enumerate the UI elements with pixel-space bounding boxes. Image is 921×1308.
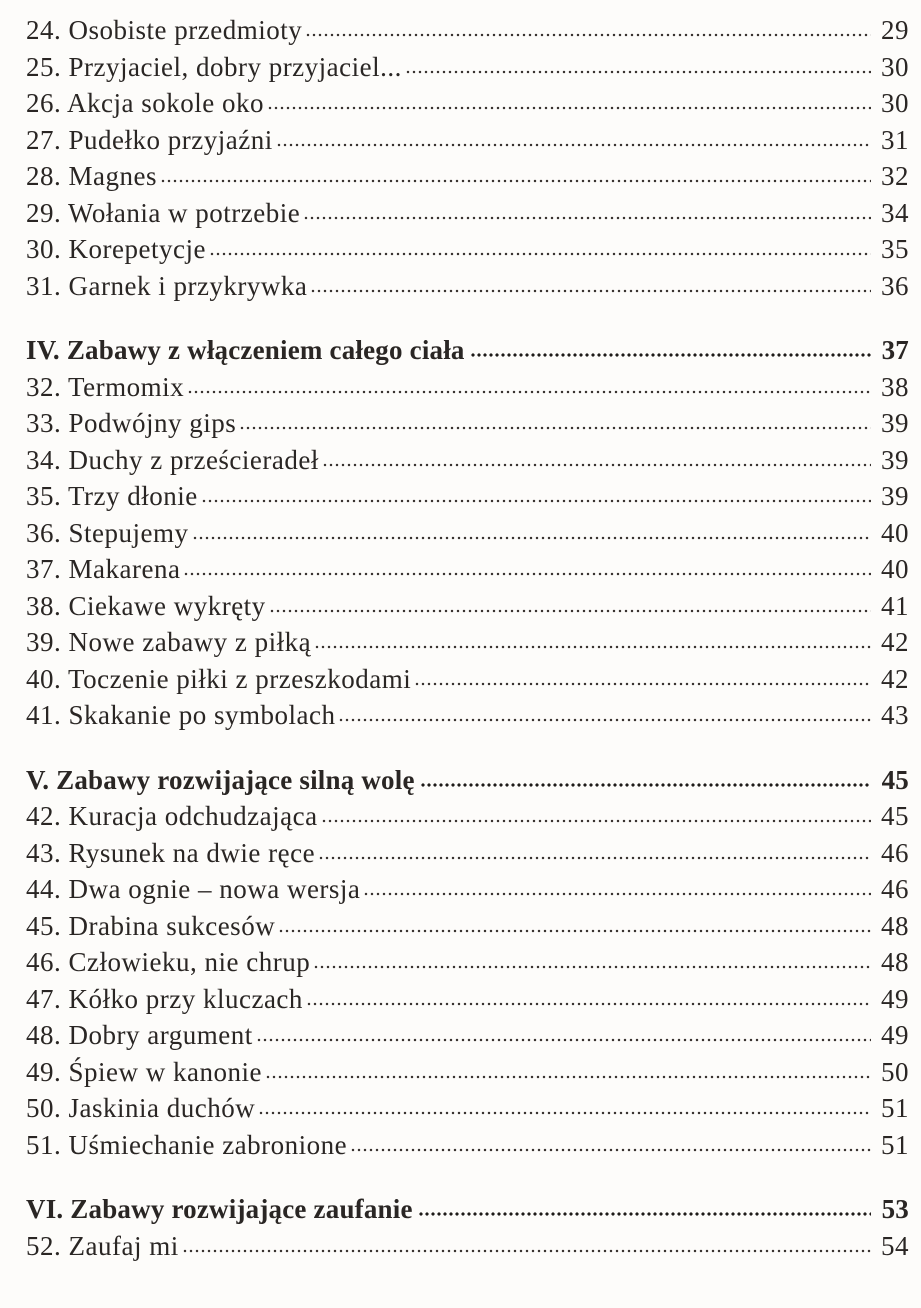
toc-entry-title: 27. Pudełko przyjaźni	[26, 124, 273, 155]
dot-leader	[314, 644, 871, 650]
toc-entry-42	[26, 798, 909, 835]
toc-section-page: 45	[881, 764, 909, 795]
toc-entry-26	[26, 85, 909, 122]
toc-entry-30	[26, 231, 909, 268]
dot-leader	[306, 1001, 871, 1007]
toc-entry-47	[26, 981, 909, 1018]
toc-entry-title: 29. Wołania w potrzebie	[26, 197, 301, 228]
toc-entry-page: 51	[881, 1093, 909, 1123]
section-spacer	[26, 304, 909, 332]
toc-entry-title: 40. Toczenie piłki z przeszkodami	[26, 663, 412, 694]
toc-entry-title: 28. Magnes	[26, 161, 157, 191]
dot-leader	[420, 782, 871, 788]
dot-leader	[414, 681, 871, 687]
dot-leader	[350, 1147, 871, 1153]
toc-entry-49	[26, 1054, 909, 1091]
dot-leader	[278, 928, 871, 934]
toc-entry-page: 42	[881, 627, 909, 657]
dot-leader	[318, 855, 871, 861]
toc-entry-35	[26, 478, 909, 515]
toc-section-v	[26, 762, 909, 799]
toc-entry-title: 25. Przyjaciel, dobry przyjaciel...	[26, 51, 402, 82]
toc-entry-title: 36. Stepujemy	[26, 517, 189, 548]
toc-entry-title: 46. Człowieku, nie chrup	[26, 947, 311, 977]
toc-entry-46	[26, 944, 909, 981]
toc-entry-25	[26, 49, 909, 86]
toc-entry-page: 30	[881, 51, 909, 82]
toc-entry-51	[26, 1127, 909, 1164]
toc-entry-title: 38. Ciekawe wykręty	[26, 590, 266, 621]
toc-entry-43	[26, 835, 909, 872]
toc-entry-33	[26, 405, 909, 442]
toc-entry-page: 40	[881, 517, 909, 548]
toc-entry-page: 41	[881, 590, 909, 621]
toc-entry-page: 49	[881, 983, 909, 1014]
toc-entry-29	[26, 195, 909, 232]
toc-entry-title: 24. Osobiste przedmioty	[26, 15, 303, 45]
toc-entry-page: 31	[881, 124, 909, 155]
dot-leader	[269, 608, 871, 614]
toc-entry-page: 38	[881, 371, 909, 402]
toc-entry-title: 43. Rysunek na dwie ręce	[26, 837, 316, 868]
section-spacer	[26, 1163, 909, 1191]
toc-entry-page: 42	[881, 663, 909, 694]
toc-entry-title: 33. Podwójny gips	[26, 408, 237, 438]
toc-entry-title: 34. Duchy z prześcieradeł	[26, 444, 319, 475]
toc-entry-page: 50	[881, 1056, 909, 1087]
toc-entry-34	[26, 442, 909, 479]
dot-leader	[405, 69, 871, 75]
dot-leader	[310, 288, 871, 294]
dot-leader	[187, 389, 871, 395]
dot-leader	[256, 1037, 871, 1043]
toc-entry-title: 50. Jaskinia duchów	[26, 1093, 256, 1123]
toc-entry-page: 51	[881, 1129, 909, 1160]
toc-entry-31	[26, 268, 909, 305]
toc-entry-page: 36	[881, 270, 909, 301]
toc-entry-52	[26, 1228, 909, 1265]
toc-entry-title: 39. Nowe zabawy z piłką	[26, 627, 312, 657]
dot-leader	[313, 964, 871, 970]
dot-leader	[470, 352, 871, 358]
toc-entry-title: 48. Dobry argument	[26, 1020, 253, 1050]
toc-entry-title: 37. Makarena	[26, 554, 181, 584]
toc-entry-title: 35. Trzy dłonie	[26, 481, 198, 511]
toc-entry-page: 32	[881, 161, 909, 191]
dot-leader	[183, 571, 871, 577]
toc-entry-title: 31. Garnek i przykrywka	[26, 270, 308, 301]
dot-leader	[322, 462, 871, 468]
toc-section-title: V. Zabawy rozwijające silną wolę	[26, 764, 415, 795]
dot-leader	[303, 215, 871, 221]
toc-entry-27	[26, 122, 909, 159]
dot-leader	[209, 251, 871, 257]
toc-entry-title: 26. Akcja sokole oko	[26, 88, 264, 118]
toc-section-page: 37	[881, 335, 909, 365]
toc-entry-page: 48	[881, 910, 909, 941]
toc-entry-page: 49	[881, 1020, 909, 1050]
toc-entry-page: 48	[881, 947, 909, 977]
toc-entry-36	[26, 515, 909, 552]
toc-entry-page: 34	[881, 197, 909, 228]
toc-entry-title: 45. Drabina sukcesów	[26, 910, 276, 941]
toc-entry-page: 40	[881, 554, 909, 584]
dot-leader	[418, 1211, 871, 1217]
toc-entry-page: 29	[881, 15, 909, 45]
toc-entry-title: 32. Termomix	[26, 371, 185, 402]
table-of-contents	[26, 12, 909, 1264]
dot-leader	[276, 142, 871, 148]
toc-entry-48	[26, 1017, 909, 1054]
dot-leader	[201, 498, 871, 504]
toc-entry-24	[26, 12, 909, 49]
toc-entry-page: 43	[881, 700, 909, 730]
dot-leader	[258, 1110, 871, 1116]
toc-entry-page: 39	[881, 444, 909, 475]
toc-section-title: VI. Zabawy rozwijające zaufanie	[26, 1194, 413, 1224]
toc-entry-page: 46	[881, 837, 909, 868]
toc-entry-title: 44. Dwa ognie – nowa wersja	[26, 874, 361, 904]
dot-leader	[267, 105, 871, 111]
toc-entry-40	[26, 661, 909, 698]
toc-entry-page: 30	[881, 88, 909, 118]
toc-entry-37	[26, 551, 909, 588]
toc-section-title: IV. Zabawy z włączeniem całego ciała	[26, 335, 465, 365]
toc-section-page: 53	[881, 1194, 909, 1224]
toc-entry-page: 39	[881, 408, 909, 438]
toc-entry-page: 54	[881, 1230, 909, 1261]
toc-entry-title: 47. Kółko przy kluczach	[26, 983, 303, 1014]
dot-leader	[182, 1248, 871, 1254]
toc-entry-page: 39	[881, 481, 909, 511]
toc-entry-title: 52. Zaufaj mi	[26, 1230, 179, 1261]
toc-entry-title: 51. Uśmiechanie zabronione	[26, 1129, 348, 1160]
dot-leader	[305, 32, 871, 38]
dot-leader	[160, 178, 871, 184]
toc-section-iv	[26, 332, 909, 369]
toc-entry-title: 41. Skakanie po symbolach	[26, 700, 336, 730]
toc-entry-39	[26, 624, 909, 661]
dot-leader	[192, 535, 872, 541]
toc-section-vi	[26, 1191, 909, 1228]
toc-entry-32	[26, 369, 909, 406]
toc-entry-title: 42. Kuracja odchudzająca	[26, 801, 318, 831]
toc-entry-44	[26, 871, 909, 908]
toc-entry-45	[26, 908, 909, 945]
toc-entry-title: 30. Korepetycje	[26, 234, 206, 264]
toc-entry-50	[26, 1090, 909, 1127]
dot-leader	[239, 425, 871, 431]
dot-leader	[265, 1074, 871, 1080]
toc-entry-page: 45	[881, 801, 909, 831]
dot-leader	[321, 818, 871, 824]
dot-leader	[338, 717, 871, 723]
toc-entry-28	[26, 158, 909, 195]
toc-entry-38	[26, 588, 909, 625]
section-spacer	[26, 734, 909, 762]
dot-leader	[363, 891, 871, 897]
toc-entry-title: 49. Śpiew w kanonie	[26, 1056, 262, 1087]
toc-entry-41	[26, 697, 909, 734]
toc-entry-page: 35	[881, 234, 909, 264]
toc-entry-page: 46	[881, 874, 909, 904]
